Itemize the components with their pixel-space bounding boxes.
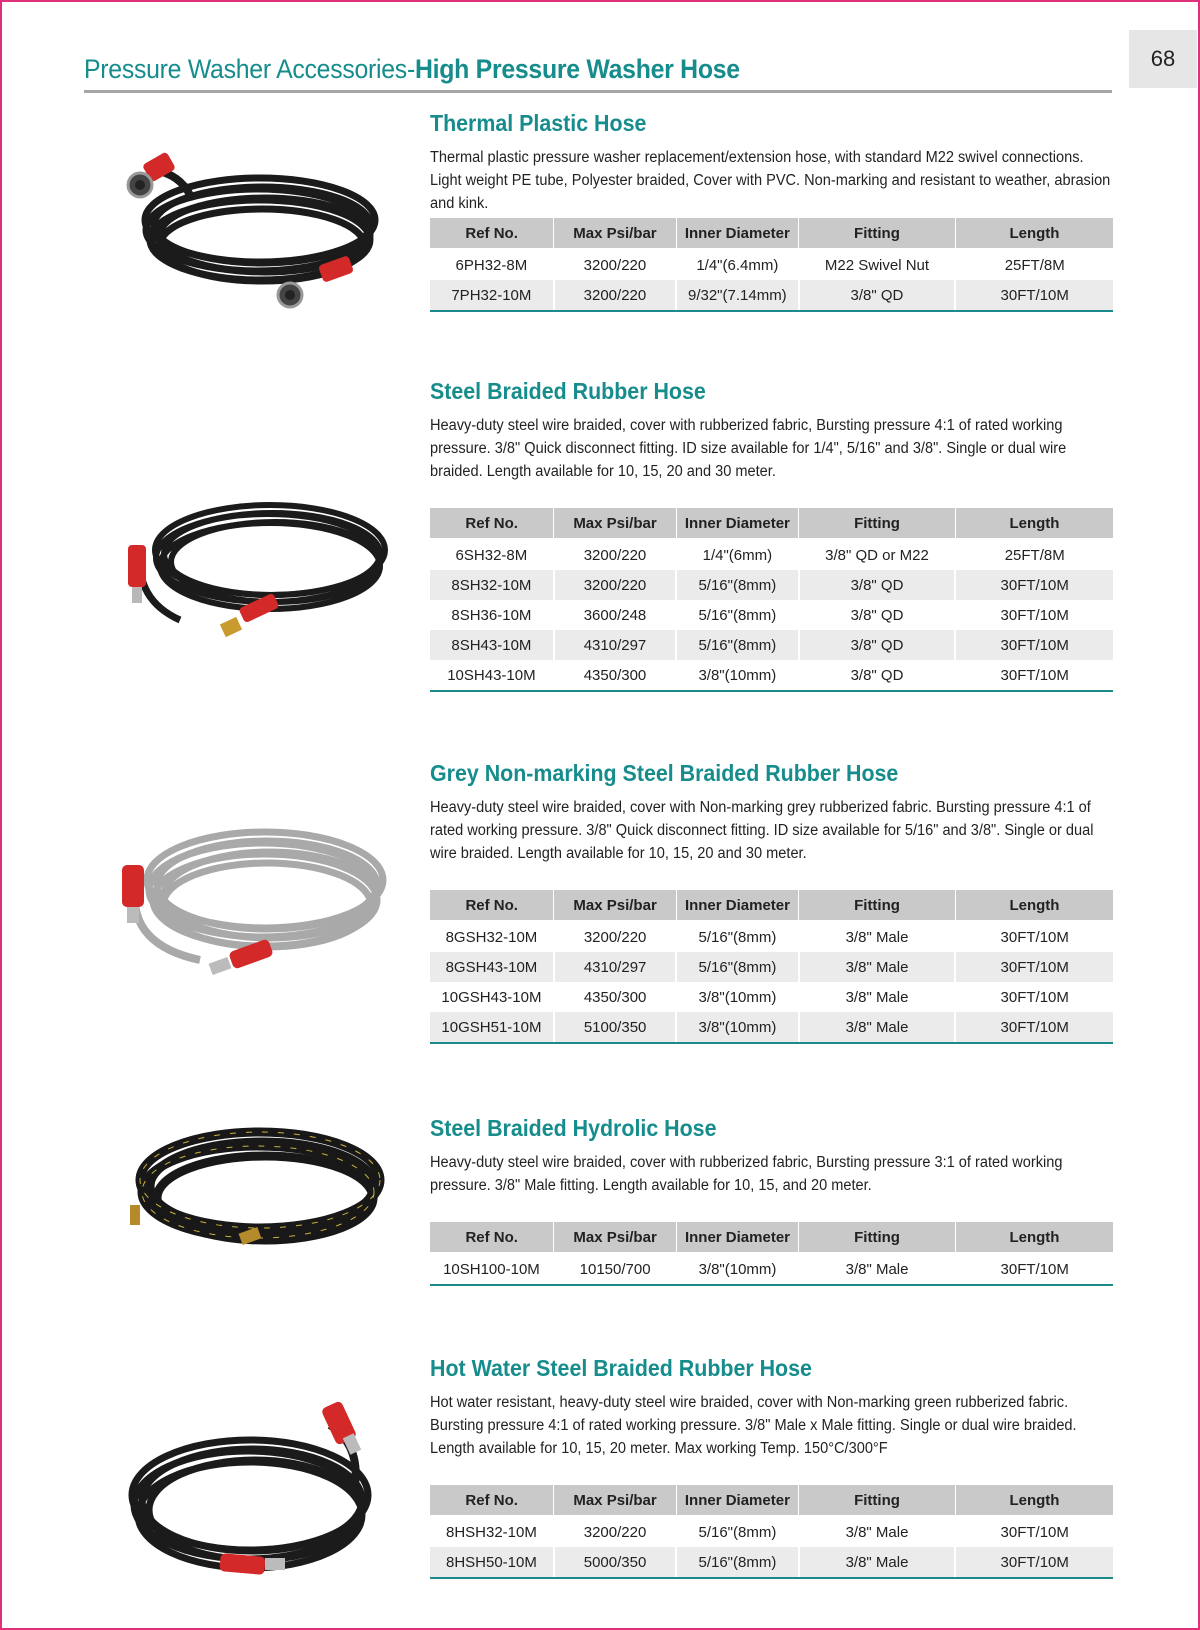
cell-diameter: 3/8"(10mm) xyxy=(676,1253,798,1285)
hose-image-hydrolic xyxy=(110,1110,390,1270)
table-row xyxy=(430,249,1113,280)
cell-fitting: 3/8" QD xyxy=(799,600,956,630)
cell-ref: 6PH32-8M xyxy=(455,256,528,274)
table-row xyxy=(430,1012,1113,1043)
table-row xyxy=(430,952,1113,982)
cell-psi: 10150/700 xyxy=(554,1253,676,1285)
table-row xyxy=(430,1516,1113,1547)
section-title-hot-water: Hot Water Steel Braided Rubber Hose xyxy=(430,1355,812,1381)
col-header-psi: Max Psi/bar xyxy=(554,218,676,249)
cell-diameter: 5/16"(8mm) xyxy=(676,952,798,982)
col-header-ref: Ref No. xyxy=(430,890,554,921)
cell-psi: 3200/220 xyxy=(554,539,676,570)
page-title xyxy=(84,54,740,85)
cell-ref: 7PH32-10M xyxy=(430,280,554,311)
section-title-grey-non-marking: Grey Non-marking Steel Braided Rubber Hose xyxy=(430,760,899,786)
cell-length: 30FT/10M xyxy=(955,1012,1113,1043)
cell-fitting: 3/8" Male xyxy=(799,1012,956,1043)
spec-table-thermal-plastic xyxy=(430,218,1113,312)
cell-fitting: 3/8" Male xyxy=(799,1547,956,1578)
cell-psi: 4310/297 xyxy=(554,952,676,982)
table-row xyxy=(430,600,1113,630)
col-header-psi: Max Psi/bar xyxy=(554,1222,676,1253)
cell-psi: 5000/350 xyxy=(554,1547,676,1578)
col-header-diameter: Inner Diameter xyxy=(676,890,798,921)
cell-diameter: 5/16"(8mm) xyxy=(676,1547,798,1578)
cell-diameter: 9/32"(7.14mm) xyxy=(676,280,798,311)
cell-ref: 8SH32-10M xyxy=(430,570,554,600)
cell-length: 30FT/10M xyxy=(955,630,1113,660)
col-header-fitting: Fitting xyxy=(799,508,956,539)
col-header-psi: Max Psi/bar xyxy=(554,1485,676,1516)
cell-ref: 10GSH43-10M xyxy=(441,988,542,1006)
col-header-length: Length xyxy=(955,508,1113,539)
cell-ref: 8SH36-10M xyxy=(451,606,532,624)
cell-length: 30FT/10M xyxy=(955,280,1113,311)
page-title-main: High Pressure Washer Hose xyxy=(414,54,740,84)
spec-table-hot-water xyxy=(430,1485,1113,1579)
cell-ref: 8GSH32-10M xyxy=(445,928,538,946)
cell-length: 30FT/10M xyxy=(955,1547,1113,1578)
cell-psi: 3200/220 xyxy=(554,1516,676,1547)
col-header-diameter: Inner Diameter xyxy=(676,1222,798,1253)
cell-psi: 4350/300 xyxy=(554,982,676,1012)
cell-ref: 10SH100-10M xyxy=(430,1253,554,1285)
cell-diameter: 5/16"(8mm) xyxy=(676,1516,798,1547)
cell-diameter: 3/8"(10mm) xyxy=(676,982,798,1012)
col-header-ref: Ref No. xyxy=(430,508,554,539)
cell-length: 30FT/10M xyxy=(955,921,1113,952)
col-header-length: Length xyxy=(955,1485,1113,1516)
cell-length: 30FT/10M xyxy=(955,1516,1113,1547)
cell-length: 30FT/10M xyxy=(955,600,1113,630)
table-row xyxy=(430,1253,1113,1285)
cell-fitting: 3/8" QD xyxy=(799,570,956,600)
hose-image-grey-non-marking xyxy=(110,795,390,1005)
cell-fitting: 3/8" QD or M22 xyxy=(799,539,956,570)
cell-diameter: 5/16"(8mm) xyxy=(676,600,798,630)
cell-length: 25FT/8M xyxy=(955,249,1113,280)
cell-diameter: 3/8"(10mm) xyxy=(676,660,798,691)
table-row xyxy=(430,921,1113,952)
col-header-fitting: Fitting xyxy=(799,218,956,249)
col-header-length: Length xyxy=(955,218,1113,249)
spec-table-steel-braided xyxy=(430,508,1113,692)
col-header-length: Length xyxy=(955,890,1113,921)
page-title-prefix: Pressure Washer Accessories- xyxy=(84,54,415,84)
cell-ref: 8SH43-10M xyxy=(430,630,554,660)
col-header-psi: Max Psi/bar xyxy=(554,890,676,921)
cell-ref: 10GSH51-10M xyxy=(430,1012,554,1043)
section-title-thermal-plastic: Thermal Plastic Hose xyxy=(430,110,647,136)
cell-fitting: 3/8" Male xyxy=(799,982,956,1012)
table-row xyxy=(430,1547,1113,1578)
cell-fitting: 3/8" Male xyxy=(799,952,956,982)
hose-image-steel-braided xyxy=(110,470,390,660)
col-header-ref: Ref No. xyxy=(430,1485,554,1516)
spec-table-grey-non-marking xyxy=(430,890,1113,1044)
page-number: 68 xyxy=(1129,30,1197,88)
spec-table-hydrolic xyxy=(430,1222,1113,1286)
section-title-steel-braided: Steel Braided Rubber Hose xyxy=(430,378,706,404)
table-row xyxy=(430,570,1113,600)
cell-ref: 8HSH32-10M xyxy=(445,1523,537,1541)
col-header-fitting: Fitting xyxy=(799,1222,956,1253)
cell-fitting: 3/8" Male xyxy=(799,1253,956,1285)
table-row xyxy=(430,280,1113,311)
table-row xyxy=(430,982,1113,1012)
hose-image-hot-water xyxy=(110,1385,390,1595)
col-header-fitting: Fitting xyxy=(799,890,956,921)
cell-diameter: 3/8"(10mm) xyxy=(676,1012,798,1043)
col-header-ref: Ref No. xyxy=(430,1222,554,1253)
cell-psi: 4310/297 xyxy=(554,630,676,660)
cell-psi: 4350/300 xyxy=(554,660,676,691)
cell-length: 30FT/10M xyxy=(955,952,1113,982)
cell-fitting: 3/8" QD xyxy=(799,280,956,311)
cell-length: 25FT/8M xyxy=(955,539,1113,570)
col-header-ref: Ref No. xyxy=(430,218,554,249)
col-header-diameter: Inner Diameter xyxy=(676,218,798,249)
cell-ref: 8HSH50-10M xyxy=(430,1547,554,1578)
col-header-length: Length xyxy=(955,1222,1113,1253)
cell-diameter: 1/4"(6mm) xyxy=(676,539,798,570)
cell-length: 30FT/10M xyxy=(955,570,1113,600)
cell-diameter: 5/16"(8mm) xyxy=(676,630,798,660)
cell-fitting: 3/8" Male xyxy=(799,1516,956,1547)
page-header xyxy=(84,50,1112,93)
table-row xyxy=(430,539,1113,570)
cell-psi: 3200/220 xyxy=(554,921,676,952)
cell-psi: 3200/220 xyxy=(554,280,676,311)
cell-length: 30FT/10M xyxy=(955,1253,1113,1285)
cell-ref: 10SH43-10M xyxy=(430,660,554,691)
section-title-hydrolic: Steel Braided Hydrolic Hose xyxy=(430,1115,717,1141)
hose-image-thermal-plastic xyxy=(110,135,390,320)
col-header-fitting: Fitting xyxy=(799,1485,956,1516)
cell-psi: 3200/220 xyxy=(554,249,676,280)
cell-psi: 3200/220 xyxy=(554,570,676,600)
cell-ref: 6SH32-8M xyxy=(455,546,528,564)
cell-diameter: 5/16"(8mm) xyxy=(676,570,798,600)
cell-ref: 8GSH43-10M xyxy=(430,952,554,982)
cell-length: 30FT/10M xyxy=(955,660,1113,691)
cell-psi: 3600/248 xyxy=(554,600,676,630)
section-desc-thermal-plastic: Thermal plastic pressure washer replacement/extension hose, with standard M22 swivel connections. Light weight PE tube, Polyester braided, Cover with PVC. Non-marking and resistant to weather, abrasion and kink. xyxy=(430,149,1111,212)
cell-fitting: 3/8" QD xyxy=(799,660,956,691)
section-desc-steel-braided: Heavy-duty steel wire braided, cover with rubberized fabric, Bursting pressure 4:1 of rated working pressure. 3/8" Quick disconnect fitting. ID size available for 1/4", 5/16" and 3/8". Single or dual wire braided. Length available for 10, 15, 20 and 30 meter. xyxy=(430,417,1067,480)
cell-fitting: 3/8" QD xyxy=(799,630,956,660)
section-desc-grey-non-marking: Heavy-duty steel wire braided, cover with Non-marking grey rubberized fabric. Bursting pressure 4:1 of rated working pressure. 3/8" Quick disconnect fitting. ID size available for 5/16" and 3/8". Single or dual wire braided. Length available for 10, 15, 20 and 30 meter. xyxy=(430,799,1094,862)
cell-fitting: M22 Swivel Nut xyxy=(799,249,956,280)
section-desc-hot-water: Hot water resistant, heavy-duty steel wire braided, cover with Non-marking green rubberized fabric. Bursting pressure 4:1 of rated working pressure. 3/8" Male x Male fitting. Single or dual wire braided. Length available for 10, 15, 20 meter. Max working Temp. 150°C/300°F xyxy=(430,1394,1077,1457)
cell-length: 30FT/10M xyxy=(955,982,1113,1012)
col-header-psi: Max Psi/bar xyxy=(554,508,676,539)
col-header-diameter: Inner Diameter xyxy=(676,1485,798,1516)
table-row xyxy=(430,630,1113,660)
cell-diameter: 1/4"(6.4mm) xyxy=(676,249,798,280)
section-desc-hydrolic: Heavy-duty steel wire braided, cover with rubberized fabric, Bursting pressure 3:1 of rated working pressure. 3/8" Male fitting. Length available for 10, 15, and 20 meter. xyxy=(430,1154,1063,1194)
table-row xyxy=(430,660,1113,691)
col-header-diameter: Inner Diameter xyxy=(676,508,798,539)
cell-psi: 5100/350 xyxy=(554,1012,676,1043)
cell-diameter: 5/16"(8mm) xyxy=(676,921,798,952)
cell-fitting: 3/8" Male xyxy=(799,921,956,952)
